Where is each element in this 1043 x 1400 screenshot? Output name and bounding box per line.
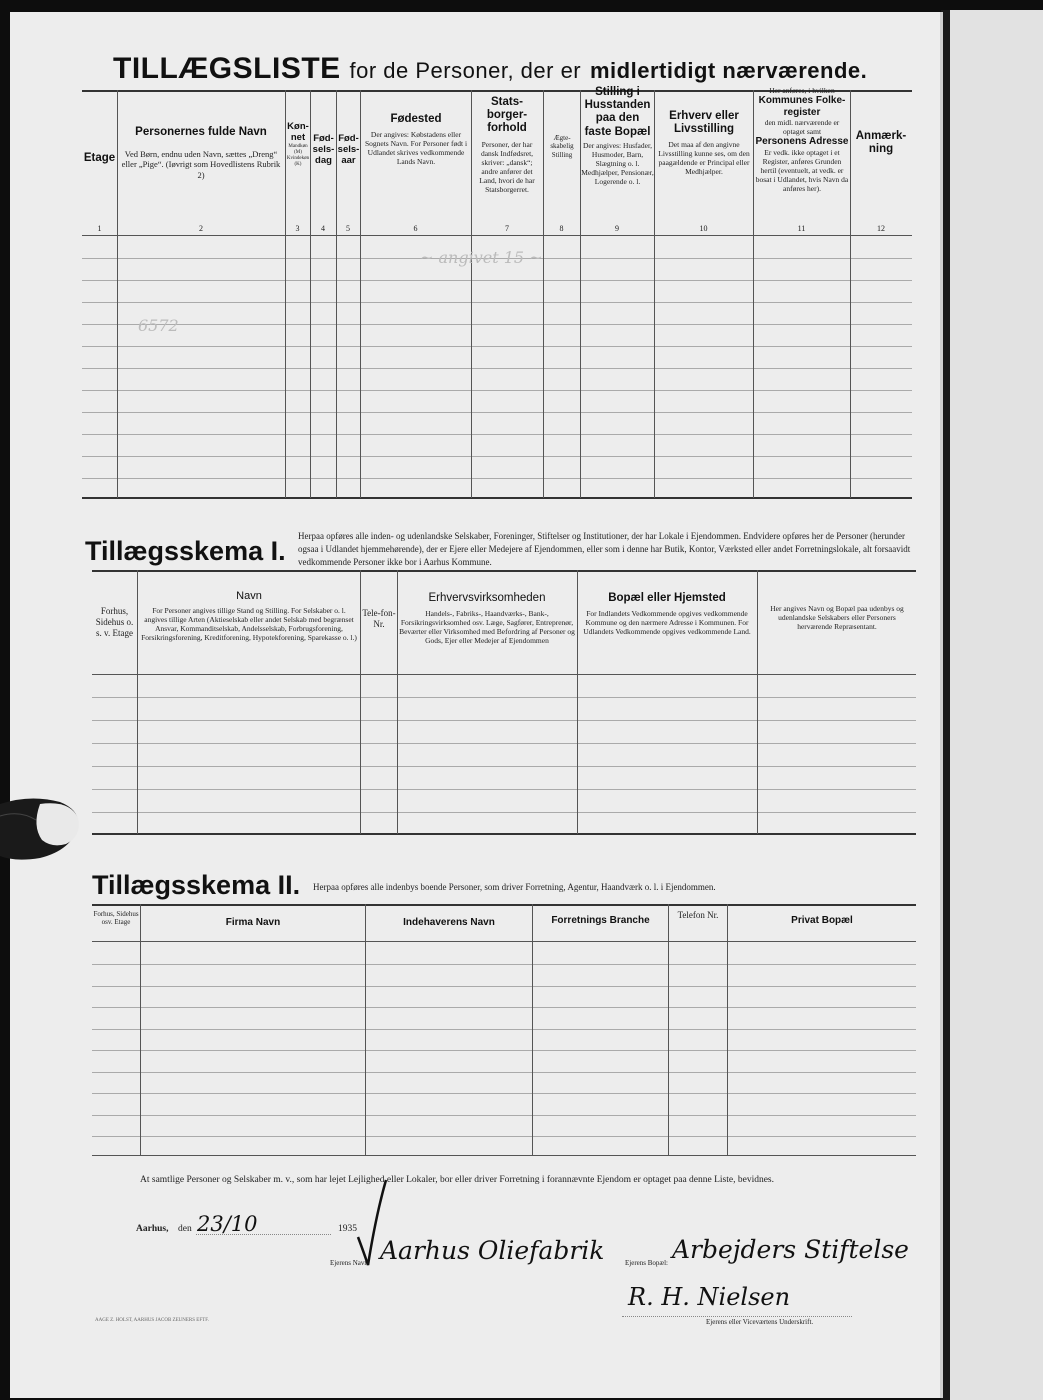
ruled-line [92,789,916,790]
ruled-line [82,478,912,479]
signature-handwritten: R. H. Nielsen [628,1283,791,1311]
form-page [10,12,943,1398]
owner-name-label: Ejerens Navn: [330,1259,370,1267]
thumb-image [0,796,82,866]
table1-bottom-border [82,497,912,499]
s2-header-owner: Indehaverens Navn [403,917,495,928]
s1-header-phone: Tele-fon-Nr. [362,608,396,629]
s1-col-divider [577,570,578,834]
owner-name-handwritten: Aarhus Oliefabrik [380,1236,605,1265]
ruled-line [82,280,912,281]
t1-header-gender: Køn-net Mandkøn (M) Kvindekøn (K) [286,121,310,167]
col-number: 1 [97,224,102,233]
ruled-line [92,964,916,965]
t1-header-birthplace: Fødested Der angives: Købstadens eller Sognets Navn. For Personer født i Udlandet skrives vedkommende Lands Navn. [364,113,468,167]
s1-header-business: Erhvervsvirksomheden Handels-, Fabriks-, Haandværks-, Bank-, Forsikringsvirksomhed osv. Læge, Sagfører, Entreprenør, Beværter eller Virksomhed med Befordring af Personer og Gods, Ejer eller Medejer af Ejendommen [399,592,575,646]
printer-imprint: AAGE Z. HOLST, AARHUS JACOB ZEUNERS EFTF. [95,1318,209,1323]
ruled-line [82,390,912,391]
t1-header-birthday: Fød-sels-dag [312,133,335,166]
s1-col-divider [137,570,138,834]
ruled-line [92,1115,916,1116]
t1-header-registry: Her anføres, i hvilken Kommunes Folke-register den midl. nærværende er optaget samt Personens Adresse Er vedk. ikke optaget i et Register, anføres Grunden hertil (eventuelt, at vedk. er bosat i Udlandet, hvis Navn da anføres her). [755,86,849,193]
s1-header-name: Navn For Personer angives tillige Stand og Stilling. For Selskaber o. l. angives tillige Arten (Aktieselskab eller andet Selskab med begrænset Ansvar, Kommanditselskab, Andelsselskab, Forbrugsforening, Forsikringsforening, Kreditforening, Hypotekforening, Sparekasse o. l.) [141,590,357,642]
t1-header-remarks: Anmærk-ning [855,130,907,156]
s2-header-branch: Forretnings Branche [551,915,650,926]
date-handwritten: 23/10 [197,1212,258,1236]
title-end: midlertidigt nærværende. [589,58,868,83]
t1-col-divider [471,90,472,498]
ruled-line [92,1093,916,1094]
den-label: den [178,1224,192,1234]
ruled-line [92,1007,916,1008]
t1-header-marital: Ægte-skabelig Stilling [550,134,574,159]
s2-col-divider [365,904,366,1155]
t1-col-divider [117,90,118,498]
ruled-line [82,368,912,369]
col-number: 5 [346,224,350,233]
s2-header-firm: Firma Navn [225,917,281,928]
signature-line [622,1316,852,1317]
s2-col-divider [727,904,728,1155]
t1-header-household: Stilling i Husstanden paa den faste Bopæl Der angives: Husfader, Husmoder, Barn, Slægtning o. l. Medhjælper, Pensionær, Logerende o. l. [581,86,654,186]
ruled-line [92,720,916,721]
ruled-line [92,1072,916,1073]
t1-header-etage: Etage [83,152,116,164]
t1-header-name: Personernes fulde Navn Ved Børn, endnu uden Navn, sættes „Dreng“ eller „Pige“. (Iøvrigt som Hovedlistens Rubrik 2) [121,126,281,180]
s2-header-phone: Telefon Nr. [677,910,719,920]
ruled-line [82,324,912,325]
signature-label: Ejerens eller Viceværtens Underskrift. [706,1318,814,1326]
skema1-top-border [92,570,916,572]
skema2-intro: Herpaa opføres alle indenbys boende Personer, som driver Forretning, Agentur, Haandværk o. l. i Ejendommen. [313,882,716,892]
adjacent-page [950,10,1043,1400]
s1-header-etage: Forhus, Sidehus o. s. v. Etage [95,606,134,638]
ruled-line [82,456,912,457]
t1-col-divider [654,90,655,498]
ruled-line [92,986,916,987]
skema2-title: Tillægsskema II. [92,870,301,900]
col-number: 10 [699,224,708,233]
ruled-line [82,434,912,435]
col-number: 3 [295,224,300,233]
ruled-line [92,743,916,744]
year-printed: 1935 [338,1224,357,1234]
col-number: 8 [559,224,564,233]
col-number: 11 [797,224,806,233]
col-number: 6 [413,224,418,233]
col-number: 9 [615,224,619,233]
ruled-line [82,302,912,303]
faint-mark: 6572 [138,316,179,335]
ruled-line [92,812,916,813]
ruled-line [82,346,912,347]
s2-header-private: Privat Bopæl [791,915,853,926]
skema2-top-border [92,904,916,906]
t1-header-citizenship: Stats-borger-forhold Personer, der har dansk Indfødsret, skriver: „dansk“; andre anfører det Land, hvori de har Statsborgerret. [479,96,535,194]
col-number: 7 [505,224,509,233]
ruled-line [82,412,912,413]
title-main: TILLÆGSLISTE [113,52,341,85]
col-number: 2 [199,224,203,233]
s2-col-divider [668,904,669,1155]
title-middle: for de Personer, der er [349,58,582,83]
owner-address-label: Ejerens Bopæl: [625,1259,668,1267]
ruled-line [92,697,916,698]
t1-header-occupation: Erhverv eller Livsstilling Det maa af den angivne Livsstilling kunne ses, om den paagældende er Principal eller Medhjælper. [658,110,750,177]
col-number: 4 [321,224,325,233]
skema1-title: Tillægsskema I. [85,536,286,566]
s1-col-divider [757,570,758,834]
page-title [113,52,867,86]
skema1-intro: Herpaa opføres alle inden- og udenlandske Selskaber, Foreninger, Stiftelser og Institutioner, der har Lokale i Ejendommen. Endvidere opføres her de Personer (herunder ogsaa i Udlandet hjemmehørende), der er Ejere eller Medejere af Ejendommen, eller som i denne har Butik, Kontor, Værksted eller andet Forretningslokale, alt forsaavidt vedkommende Personer ikke bor i Aarhus Kommune. [298,531,911,568]
table1-header-bottom [82,235,912,236]
skema1-bottom-border [92,833,916,835]
t1-col-divider [360,90,361,498]
faint-mark: ~ angivet 15 ~ [420,248,543,267]
s2-header-etage: Forhus, Sidehus osv. Etage [93,910,139,927]
skema2-header-bottom [92,941,916,942]
ruled-line [92,766,916,767]
s2-col-divider [532,904,533,1155]
city-label: Aarhus, [136,1224,169,1234]
skema2-bottom-border [92,1155,916,1156]
owner-address-handwritten: Arbejders Stiftelse [672,1235,909,1264]
s2-col-divider [140,904,141,1155]
ruled-line [92,1029,916,1030]
skema1-header-bottom [92,674,916,675]
checkmark-stroke [350,1175,390,1270]
t1-header-birthyear: Fød-sels-aar [337,133,360,166]
s1-header-representative: Her angives Navn og Bopæl paa udenbys og udenlandske Selskabers eller Personers herværende Repræsentant. [770,604,904,631]
s1-col-divider [397,570,398,834]
col-number: 12 [877,224,885,233]
s1-header-residence: Bopæl eller Hjemsted For Indlandets Vedkommende opgives vedkommende Kommune og den nærmere Adresse i Kommunen. For Udlandets Vedkommende opgives vedkommende Land. [583,592,751,637]
attestation-statement: At samtlige Personer og Selskaber m. v., som har lejet Lejlighed eller Lokaler, bor eller driver Forretning i forannævnte Ejendom er optaget paa denne Liste, bevidnes. [140,1175,774,1185]
ruled-line [92,1136,916,1137]
ruled-line [92,1050,916,1051]
